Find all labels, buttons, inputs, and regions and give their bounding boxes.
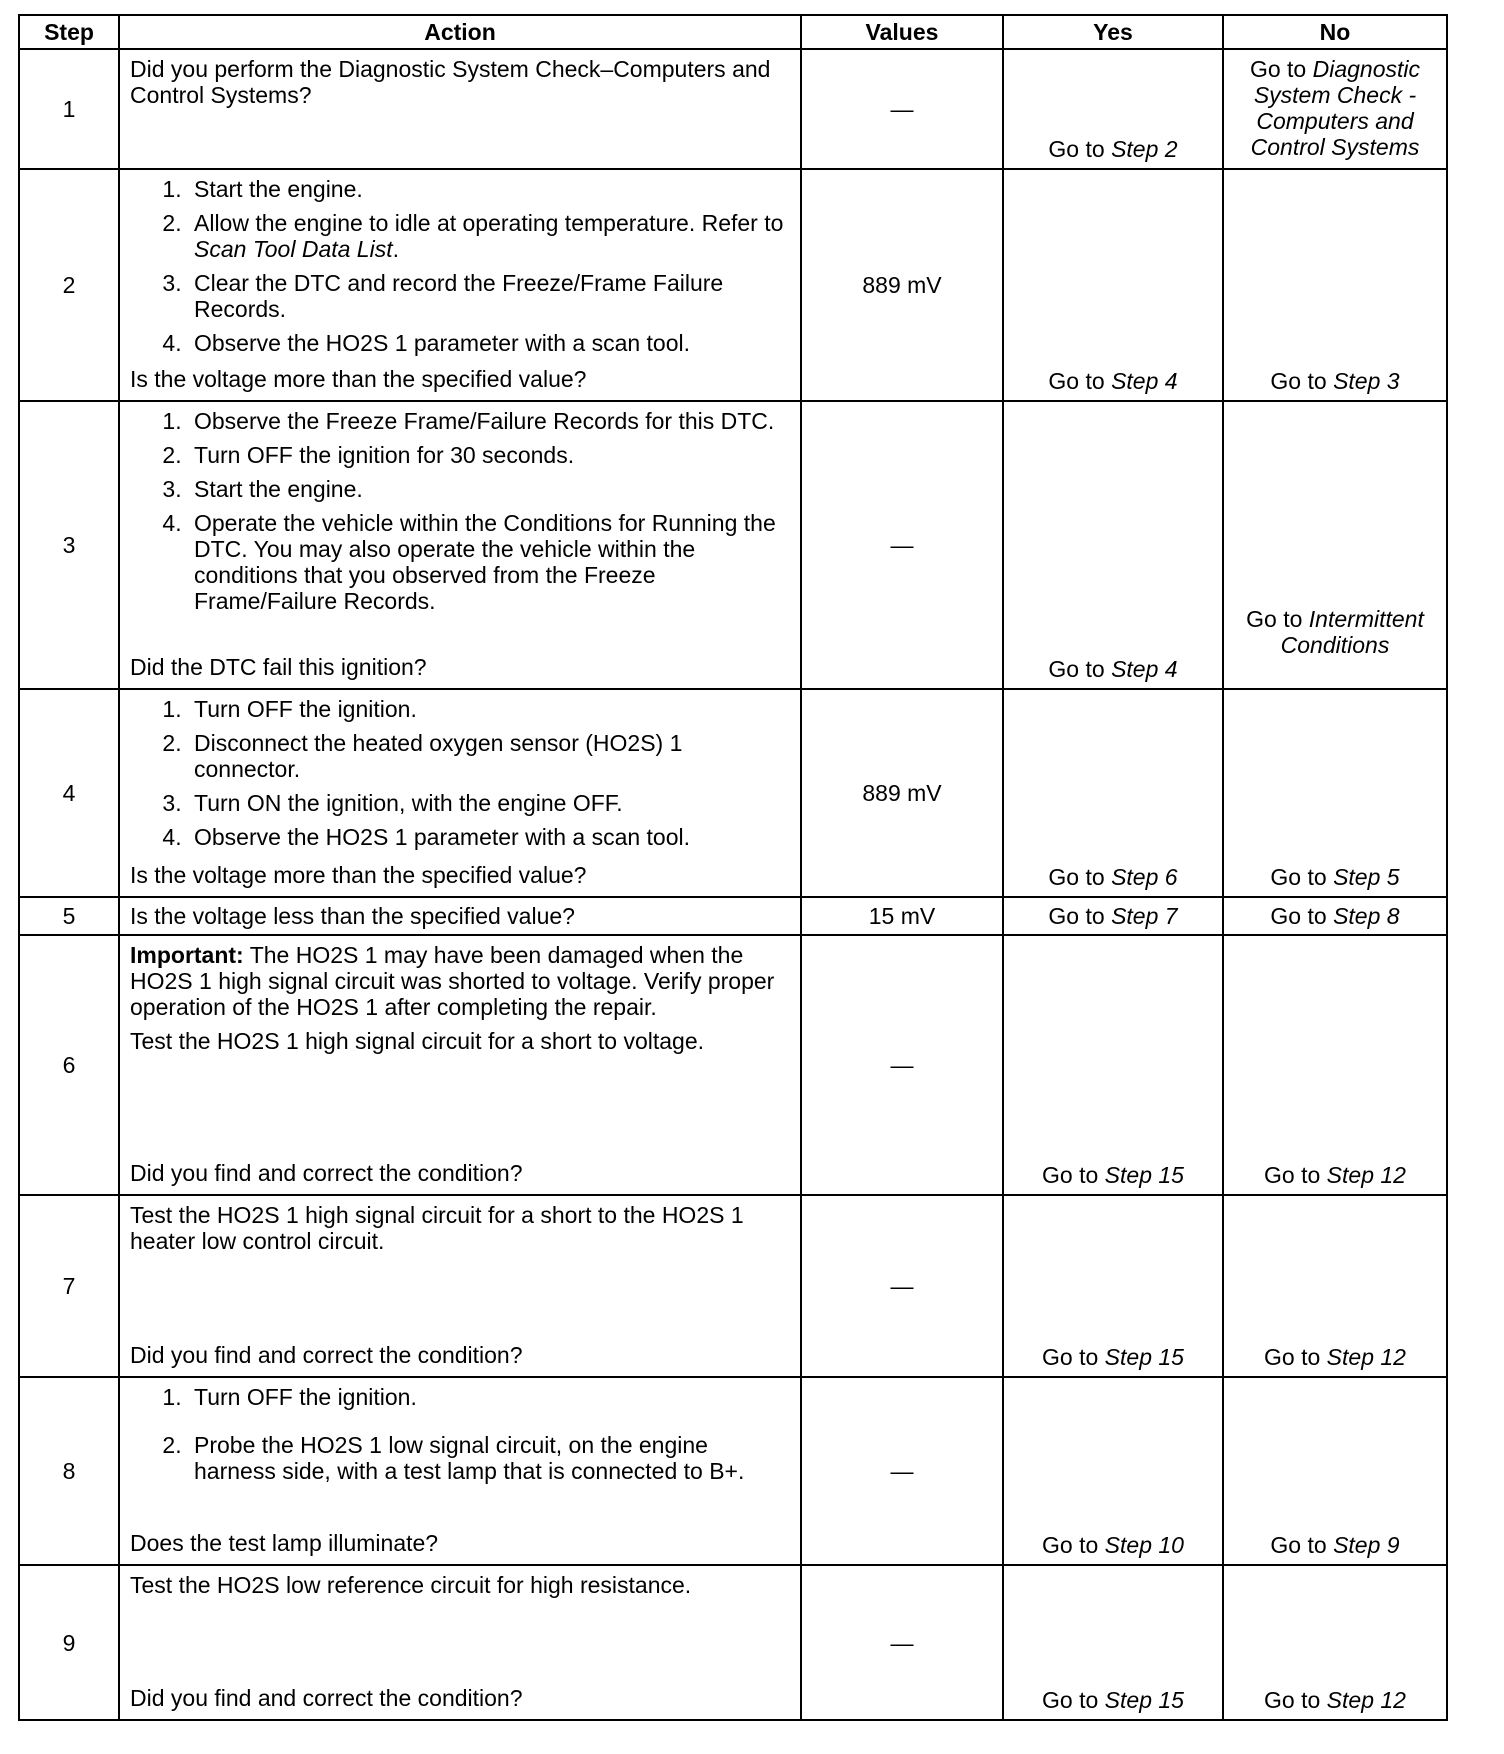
yes-link[interactable]: Step 2 xyxy=(1111,136,1178,162)
table-row-step-1 xyxy=(19,49,1447,169)
action-cell xyxy=(119,897,801,935)
values-cell: — xyxy=(801,1377,1003,1565)
header-row xyxy=(19,15,1447,49)
go-to-text: Go to xyxy=(1042,1162,1099,1188)
action-question: Did you find and correct the condition? xyxy=(130,1160,523,1186)
no-cell xyxy=(1223,401,1447,689)
go-to-text: Go to xyxy=(1042,1344,1099,1370)
go-to-text: Go to xyxy=(1246,606,1303,632)
step-number: 9 xyxy=(19,1565,119,1720)
step-number: 2 xyxy=(19,169,119,401)
yes-link[interactable]: Step 10 xyxy=(1104,1532,1184,1558)
action-question: Is the voltage less than the specified value? xyxy=(130,903,575,929)
yes-cell xyxy=(1003,49,1223,169)
no-cell xyxy=(1223,1565,1447,1720)
table-row-step-4 xyxy=(19,689,1447,897)
table-row-step-3 xyxy=(19,401,1447,689)
step-number: 4 xyxy=(19,689,119,897)
action-step: 3. Clear the DTC and record the Freeze/Frame Failure Records. xyxy=(188,270,792,322)
no-cell xyxy=(1223,935,1447,1195)
step-number: 8 xyxy=(19,1377,119,1565)
action-question: Did you perform the Diagnostic System Check–Computers and Control Systems? xyxy=(130,56,771,108)
action-step: 1. Turn OFF the ignition. xyxy=(188,696,792,722)
action-steps-list xyxy=(130,1384,792,1492)
values-cell: — xyxy=(801,401,1003,689)
values-cell: — xyxy=(801,1195,1003,1377)
go-to-text: Go to xyxy=(1042,1687,1099,1713)
no-link[interactable]: Step 12 xyxy=(1326,1344,1406,1370)
go-to-text: Go to xyxy=(1264,1162,1321,1188)
yes-cell xyxy=(1003,935,1223,1195)
step-number: 7 xyxy=(19,1195,119,1377)
action-question: Did you find and correct the condition? xyxy=(130,1342,523,1368)
yes-cell xyxy=(1003,401,1223,689)
no-link[interactable]: Diagnostic System Check - Computers and Control Systems xyxy=(1250,56,1421,160)
yes-link[interactable]: Step 15 xyxy=(1104,1344,1184,1370)
no-link[interactable]: Step 3 xyxy=(1333,368,1400,394)
action-question: Is the voltage more than the specified value? xyxy=(130,862,587,888)
action-steps-list xyxy=(130,696,792,858)
values-cell: 889 mV xyxy=(801,689,1003,897)
no-cell xyxy=(1223,897,1447,935)
action-question: Is the voltage more than the specified value? xyxy=(130,366,587,392)
action-step: 2. Probe the HO2S 1 low signal circuit, on the engine harness side, with a test lamp that is connected to B+. xyxy=(188,1432,792,1484)
go-to-text: Go to xyxy=(1048,903,1105,929)
values-cell: — xyxy=(801,49,1003,169)
important-note xyxy=(130,942,792,1020)
go-to-text: Go to xyxy=(1270,368,1327,394)
action-step: 4. Operate the vehicle within the Conditions for Running the DTC. You may also operate the vehicle within the conditions that you observed from the Freeze Frame/Failure Records. xyxy=(188,510,792,614)
values-cell: — xyxy=(801,935,1003,1195)
action-step: 2. Turn OFF the ignition for 30 seconds. xyxy=(188,442,792,468)
yes-link[interactable]: Step 4 xyxy=(1111,368,1178,394)
header-yes: Yes xyxy=(1003,15,1223,49)
action-cell xyxy=(119,1565,801,1720)
header-action: Action xyxy=(119,15,801,49)
action-step: 1. Turn OFF the ignition. xyxy=(188,1384,792,1410)
important-label: Important: xyxy=(130,942,244,968)
step-number: 5 xyxy=(19,897,119,935)
important-text: The HO2S 1 may have been damaged when the HO2S 1 high signal circuit was shorted to voltage. Verify proper operation of the HO2S 1 after completing the repair. xyxy=(130,942,775,1020)
no-link[interactable]: Step 9 xyxy=(1333,1532,1400,1558)
header-step: Step xyxy=(19,15,119,49)
values-cell: 15 mV xyxy=(801,897,1003,935)
yes-cell xyxy=(1003,1377,1223,1565)
yes-link[interactable]: Step 15 xyxy=(1104,1687,1184,1713)
no-link[interactable]: Step 8 xyxy=(1333,903,1400,929)
action-step: 1. Start the engine. xyxy=(188,176,792,202)
action-instruction: Test the HO2S low reference circuit for high resistance. xyxy=(130,1572,692,1598)
table-row-step-9 xyxy=(19,1565,1447,1720)
action-cell xyxy=(119,935,801,1195)
no-cell xyxy=(1223,689,1447,897)
go-to-text: Go to xyxy=(1270,903,1327,929)
action-question: Does the test lamp illuminate? xyxy=(130,1530,439,1556)
action-step: 3. Start the engine. xyxy=(188,476,792,502)
go-to-text: Go to xyxy=(1270,1532,1327,1558)
step-number: 3 xyxy=(19,401,119,689)
no-cell xyxy=(1223,169,1447,401)
yes-link[interactable]: Step 15 xyxy=(1104,1162,1184,1188)
table-row-step-6 xyxy=(19,935,1447,1195)
header-no: No xyxy=(1223,15,1447,49)
yes-cell xyxy=(1003,1195,1223,1377)
diagnostic-table xyxy=(18,14,1448,1721)
yes-cell xyxy=(1003,1565,1223,1720)
go-to-text: Go to xyxy=(1048,656,1105,682)
action-step: 4. Observe the HO2S 1 parameter with a scan tool. xyxy=(188,824,792,850)
no-link[interactable]: Intermittent Conditions xyxy=(1280,606,1424,658)
step-number: 1 xyxy=(19,49,119,169)
action-question: Did you find and correct the condition? xyxy=(130,1685,523,1711)
action-step: 2. Disconnect the heated oxygen sensor (HO2S) 1 connector. xyxy=(188,730,792,782)
go-to-text: Go to xyxy=(1249,56,1307,82)
action-instruction: Test the HO2S 1 high signal circuit for a short to voltage. xyxy=(130,1028,705,1054)
scan-tool-data-list-link[interactable]: Scan Tool Data List xyxy=(194,236,393,262)
action-question: Did the DTC fail this ignition? xyxy=(130,654,427,680)
action-steps-list xyxy=(130,176,792,364)
no-cell xyxy=(1223,1377,1447,1565)
action-cell xyxy=(119,689,801,897)
yes-cell xyxy=(1003,897,1223,935)
step-number: 6 xyxy=(19,935,119,1195)
values-cell: — xyxy=(801,1565,1003,1720)
action-step: 3. Turn ON the ignition, with the engine OFF. xyxy=(188,790,792,816)
action-steps-list xyxy=(130,408,792,622)
action-step: 2. Allow the engine to idle at operating temperature. Refer to Scan Tool Data List. xyxy=(188,210,792,262)
action-cell xyxy=(119,49,801,169)
action-cell xyxy=(119,1377,801,1565)
action-instruction: Test the HO2S 1 high signal circuit for a short to the HO2S 1 heater low control circuit. xyxy=(130,1202,744,1254)
action-step: 1. Observe the Freeze Frame/Failure Records for this DTC. xyxy=(188,408,792,434)
no-link[interactable]: Step 5 xyxy=(1333,864,1400,890)
table-row-step-7 xyxy=(19,1195,1447,1377)
go-to-text: Go to xyxy=(1048,136,1105,162)
action-cell xyxy=(119,169,801,401)
go-to-text: Go to xyxy=(1270,864,1327,890)
table-row-step-5 xyxy=(19,897,1447,935)
yes-link[interactable]: Step 7 xyxy=(1111,903,1178,929)
go-to-text: Go to xyxy=(1048,368,1105,394)
go-to-text: Go to xyxy=(1048,864,1105,890)
yes-link[interactable]: Step 6 xyxy=(1111,864,1178,890)
table-row-step-8 xyxy=(19,1377,1447,1565)
yes-cell xyxy=(1003,689,1223,897)
go-to-text: Go to xyxy=(1042,1532,1099,1558)
header-values: Values xyxy=(801,15,1003,49)
action-step: 4. Observe the HO2S 1 parameter with a scan tool. xyxy=(188,330,792,356)
yes-cell xyxy=(1003,169,1223,401)
go-to-text: Go to xyxy=(1264,1344,1321,1370)
no-link[interactable]: Step 12 xyxy=(1326,1162,1406,1188)
no-cell xyxy=(1223,1195,1447,1377)
action-cell xyxy=(119,401,801,689)
table-row-step-2 xyxy=(19,169,1447,401)
go-to-text: Go to xyxy=(1264,1687,1321,1713)
yes-link[interactable]: Step 4 xyxy=(1111,656,1178,682)
values-cell: 889 mV xyxy=(801,169,1003,401)
no-link[interactable]: Step 12 xyxy=(1326,1687,1406,1713)
action-cell xyxy=(119,1195,801,1377)
no-cell xyxy=(1223,49,1447,169)
